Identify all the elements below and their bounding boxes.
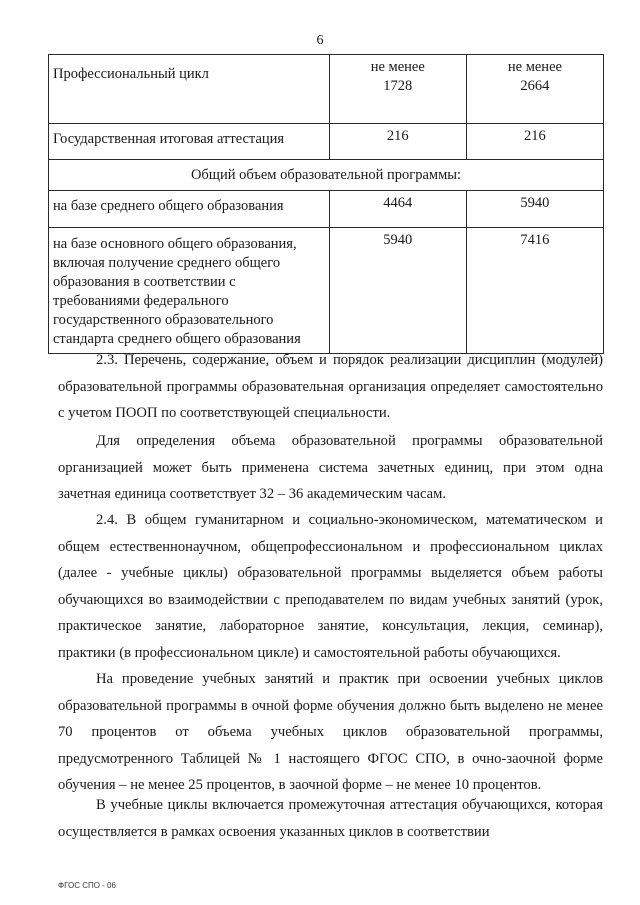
table-row (49, 160, 604, 191)
page-number: 6 (316, 33, 324, 48)
cell-line: на базе основного общего образования, (53, 236, 297, 252)
table-row (49, 124, 604, 160)
table-row (49, 55, 604, 124)
paragraph-interim-assessment: В учебные циклы включается промежуточная аттестация обучающихся, которая осуществляется в рамках освоения указанных циклов в соответствии (58, 797, 603, 840)
table-cell-name (49, 228, 330, 354)
cell-line: государственного образовательного (53, 312, 274, 328)
table-cell-value: 4464 (329, 191, 466, 228)
table-row (49, 228, 604, 354)
cell-line: стандарта среднего общего образования (53, 331, 301, 347)
table-row (49, 191, 604, 228)
cell-line: не менее (507, 59, 562, 75)
table-cell-value: 7416 (466, 228, 603, 354)
table-cell-value (329, 55, 466, 124)
cell-line: не менее (370, 59, 425, 75)
paragraph-credit-units: Для определения объема образовательной программы образовательной организацией может быть применена система зачетных единиц, при этом одна зачетная единица соответствует 32 – 36 академическим часам. (58, 433, 603, 503)
paragraph-class-hours: На проведение учебных занятий и практик при освоении учебных циклов образовательной программы в очной форме обучения должно быть выделено не менее 70 процентов от объема учебных циклов образовательной программы, предусмотренного Таблицей № 1 настоящего ФГОС СПО, в очно-заочной форме обучения – не менее 25 процентов, в заочной форме – не менее 10 процентов. (58, 671, 603, 794)
table-cell-value: 216 (466, 124, 603, 160)
table-cell-name: Государственная итоговая аттестация (49, 124, 330, 160)
cell-line: требованиями федерального (53, 293, 229, 309)
table-cell-name: на базе среднего общего образования (49, 191, 330, 228)
table-merged-heading: Общий объем образовательной программы: (49, 160, 604, 191)
table-cell-value: 5940 (466, 191, 603, 228)
table-cell-value: 5940 (329, 228, 466, 354)
cell-line: включая получение среднего общего (53, 255, 281, 271)
paragraph-2-3: 2.3. Перечень, содержание, объем и порядок реализации дисциплин (модулей) образовательной программы образовательная организация определяет самостоятельно с учетом ПООП по соответствующей специальности. (58, 352, 603, 422)
paragraph-2-4: 2.4. В общем гуманитарном и социально-экономическом, математическом и общем естественнонаучном, общепрофессиональном и профессиональном циклах (далее - учебные циклы) образовательной программы выделяется объем работы обучающихся во взаимодействии с преподавателем по видам учебных занятий (урок, практическое занятие, лабораторное занятие, консультация, лекция, семинар), практики (в профессиональном цикле) и самостоятельной работы обучающихся. (58, 512, 603, 661)
program-volume-table (48, 54, 604, 354)
cell-line: 1728 (383, 78, 413, 94)
cell-line: 2664 (520, 78, 550, 94)
cell-line: образования в соответствии с (53, 274, 236, 290)
table-cell-value (466, 55, 603, 124)
table-cell-value: 216 (329, 124, 466, 160)
table-cell-name: Профессиональный цикл (49, 55, 330, 124)
footer-document-code: ФГОС СПО - 06 (58, 881, 116, 890)
